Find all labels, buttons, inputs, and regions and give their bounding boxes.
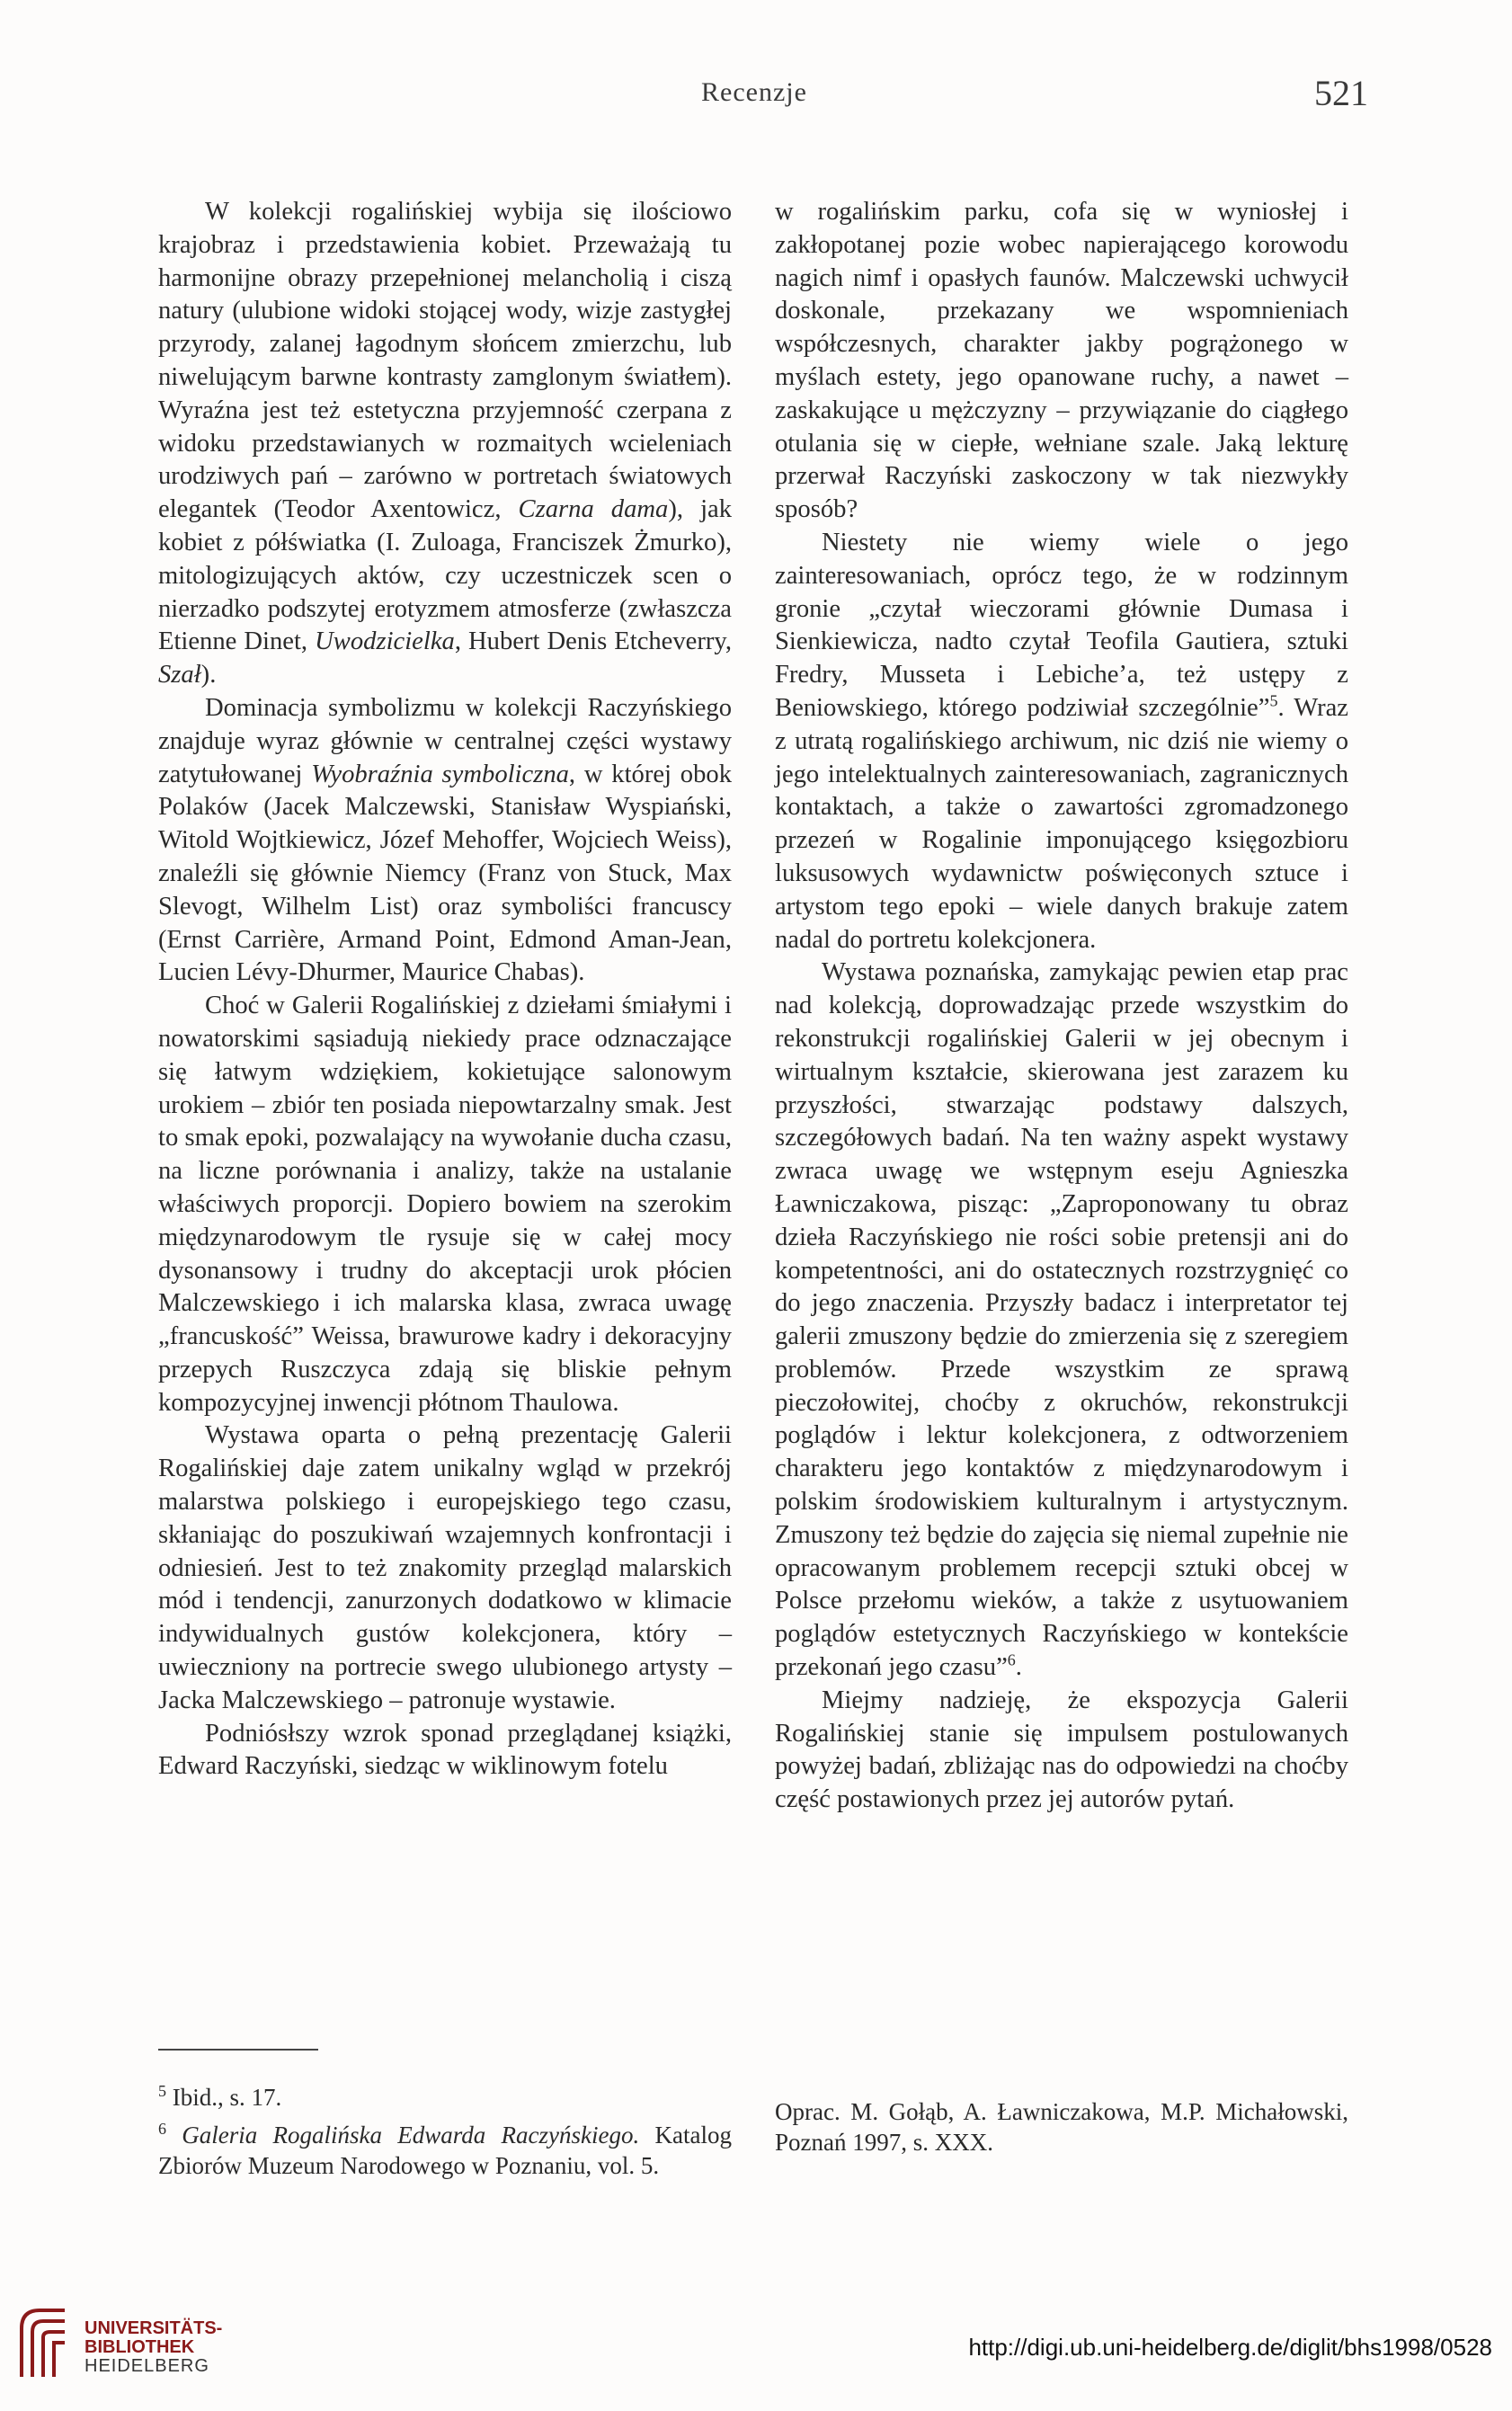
running-head [0, 73, 1512, 122]
library-name-line: UNIVERSITÄTS- [84, 2318, 223, 2338]
footnote-6 [158, 2120, 732, 2181]
footnote-rule [158, 2049, 318, 2051]
library-logo-icon [14, 2301, 70, 2379]
paragraph: Miejmy nadzieję, że ekspozycja Galerii Rogalińskiej stanie się impulsem postulowanych powyżej badań, zbliżając nas do odpowiedzi na choćby część postawionych przez jej autorów pytań. [775, 1686, 1348, 1814]
text-run: . [1015, 1653, 1022, 1682]
text-run: , w której obok Polaków (Jacek Malczewski, Stanisław Wyspiański, Witold Wojtkiewicz, Józef Mehoffer, Wojciech Weiss), znaleźli się głównie Niemcy (Franz von Stuck, Max Slevogt, Wilhelm List) oraz symboliści francuscy (Ernst Carrière, Armand Point, Edmond Aman-Jean, Lucien Lévy-Dhurmer, Maurice Chabas). [158, 760, 732, 987]
left-column [158, 196, 732, 1784]
paragraph: Podniósłszy wzrok sponad przeglądanej książki, Edward Raczyński, siedząc w wiklinowym fotelu [158, 1719, 732, 1781]
artwork-title: Szał [158, 661, 201, 689]
footnote-mark: 5 [158, 2082, 166, 2100]
right-column [775, 196, 1348, 1817]
text-run: ), jak kobiet z półświatka (I. Zuloaga, Franciszek Żmurko), mitologizujących aktów, czy uczestniczek scen o nierzadko podszytej erotyzmem atmosferze (zwłaszcza Etienne Dinet, [158, 495, 732, 656]
permalink-url[interactable]: http://digi.ub.uni-heidelberg.de/diglit/bhs1998/0528 [968, 2334, 1492, 2361]
footnotes-right [775, 2096, 1348, 2165]
text-run: . Wraz z utratą rogalińskiego archiwum, nic dziś nie wiemy o jego intelektualnych zainteresowaniach, zagranicznych kontaktach, a także o zawartości zgromadzonego przezeń w Rogalinie imponującego księgozbioru luksusowych wydawnictw poświęconych sztuce i artystom tego epoki – wiele danych brakuje zatem nadal do portretu kolekcjonera. [775, 693, 1348, 954]
exhibition-section-title: Wyobraźnia symboliczna [311, 760, 569, 788]
text-run: W kolekcji rogalińskiej wybija się ilościowo krajobraz i przedstawienia kobiet. Przeważają tu harmonijne obrazy przepełnionej melancholią i ciszą natury (ulubione widoki stojącej wody, wizje zastygłej przyrody, zalanej łagodnym słońcem zmierzchu, lub niwelującym barwne kontrasty zamglonym światłem). Wyraźna jest też estetyczna przyjemność czerpana z widoku przedstawianych w rozmaitych wcieleniach urodziwych pań – zarówno w portretach światowych elegantek (Teodor Axentowicz, [158, 198, 732, 524]
paragraph: Choć w Galerii Rogalińskiej z dziełami śmiałymi i nowatorskimi sąsiadują niekiedy prace odznaczające się łatwym wdziękiem, kokietujące salonowym urokiem – zbiór ten posiada niepowtarzalny smak. Jest to smak epoki, pozwalający na wywołanie ducha czasu, na liczne porównania i analizy, także na ustalanie właściwych proporcji. Dopiero bowiem na szerokim międzynarodowym tle rysuje się w całej mocy dysonansowy i trudny do akceptacji urok płócien Malczewskiego i ich malarska klasa, zwraca uwagę „francuskość” Weissa, brawurowe kadry i dekoracyjny przepych Ruszczyca zdają się bliskie pełnym kompozycyjnej inwencji płótnom Thaulowa. [158, 992, 732, 1417]
footnote-mark: 6 [158, 2120, 166, 2138]
paragraph: w rogalińskim parku, cofa się w wyniosłej i zakłopotanej pozie wobec napierającego korowodu nagich nimf i opasłych faunów. Malczewski uchwycił doskonale, przekazany we wspomnieniach współczesnych, charakter jakby pogrążonego w myślach estety, jego opanowane ruchy, a nawet – zaskakujące u mężczyzny – przywiązanie do ciągłego otulania się w ciepłe, wełniane szale. Jaką lekturę przerwał Raczyński zaskoczony w tak niezwykły sposób? [775, 198, 1348, 524]
paragraph [775, 527, 1348, 956]
paragraph [775, 956, 1348, 1685]
paragraph [158, 196, 732, 692]
text-run: , Hubert Denis Etcheverry, [454, 627, 732, 656]
section-title: Recenzje [701, 77, 807, 107]
text-run: Niestety nie wiemy wiele o jego zainteresowaniach, oprócz tego, że w rodzinnym gronie „czytał wieczorami głównie Dumasa i Sienkiewicza, nadto czytał Teofila Gautiera, sztuki Fredry, Musseta i Lebiche’a, też ustępy z Beniowskiego, którego podziwiał szczególnie” [775, 528, 1348, 722]
text-run: ). [200, 661, 217, 689]
digitization-footer [0, 2283, 1512, 2411]
artwork-title: Czarna dama [518, 495, 669, 524]
footnote-ref[interactable]: 5 [1269, 691, 1278, 710]
artwork-title: Uwodzicielka [315, 627, 455, 656]
library-name [84, 2319, 222, 2376]
library-name-line: HEIDELBERG [84, 2356, 209, 2376]
footnote-ref[interactable]: 6 [1007, 1650, 1016, 1669]
catalog-title: Galeria Rogalińska Edwarda Raczyńskiego. [182, 2122, 640, 2149]
text-run: Dominacja symbolizmu w kolekcji Raczyńskiego znajduje wyraz głównie w centralnej części wystawy zatytułowanej [158, 693, 732, 788]
text-run: Wystawa poznańska, zamykając pewien etap prac nad kolekcją, doprowadzając przede wszystkim do rekonstrukcji rogalińskiej Galerii w jej obecnym i wirtualnym kształcie, skierowana jest zarazem ku przyszłości, stwarzając podstawy dalszych, szczegółowych badań. Na ten ważny aspekt wystawy zwraca uwagę we wstępnym eseju Agnieszka Ławniczakowa, pisząc: „Zaproponowany tu obraz dzieła Raczyńskiego nie rości sobie pretensji ani do kompetentności, ani do ostatecznych rozstrzygnięć co do jego znaczenia. Przyszły badacz i interpretator tej galerii zmuszony będzie do zmierzenia się z szeregiem problemów. Przede wszystkim ze sprawą pieczołowitej, choćby z okruchów, rekonstrukcji poglądów i lektur kolekcjonera, z odtworzeniem charakteru jego kontaktów z międzynarodowym i polskim środowiskiem kulturalnym i artystycznym. Zmuszony też będzie do zajęcia się niemal zupełnie nie opracowanym problemem recepcji sztuki obcej w Polsce przełomu wieków, a także z usytuowaniem poglądów estetycznych Raczyńskiego w kontekście przekonań jego czasu” [775, 958, 1348, 1682]
page-number: 521 [1314, 73, 1368, 113]
footnote-text: Katalog Zbiorów Muzeum Narodowego w Poznaniu, vol. 5. [158, 2122, 732, 2179]
footnotes-left [158, 2082, 732, 2188]
paragraph: Wystawa oparta o pełną prezentację Galerii Rogalińskiej daje zatem unikalny wgląd w przekrój malarstwa polskiego i europejskiego tego czasu, skłaniając do poszukiwań wzajemnych konfrontacji i odniesień. Jest to też znakomity przegląd malarskich mód i tendencji, zanurzonych dodatkowo w klimacie indywidualnych gustów kolekcjonera, który – uwieczniony na portrecie swego ulubionego artysty – Jacka Malczewskiego – patronuje wystawie. [158, 1421, 732, 1714]
footnote-5 [158, 2082, 732, 2113]
library-name-line: BIBLIOTHEK [84, 2337, 195, 2357]
footnote-6-continued: Oprac. M. Gołąb, A. Ławniczakowa, M.P. Michałowski, Poznań 1997, s. XXX. [775, 2098, 1348, 2156]
paragraph [158, 692, 732, 990]
footnote-text: Ibid., s. 17. [172, 2084, 282, 2111]
